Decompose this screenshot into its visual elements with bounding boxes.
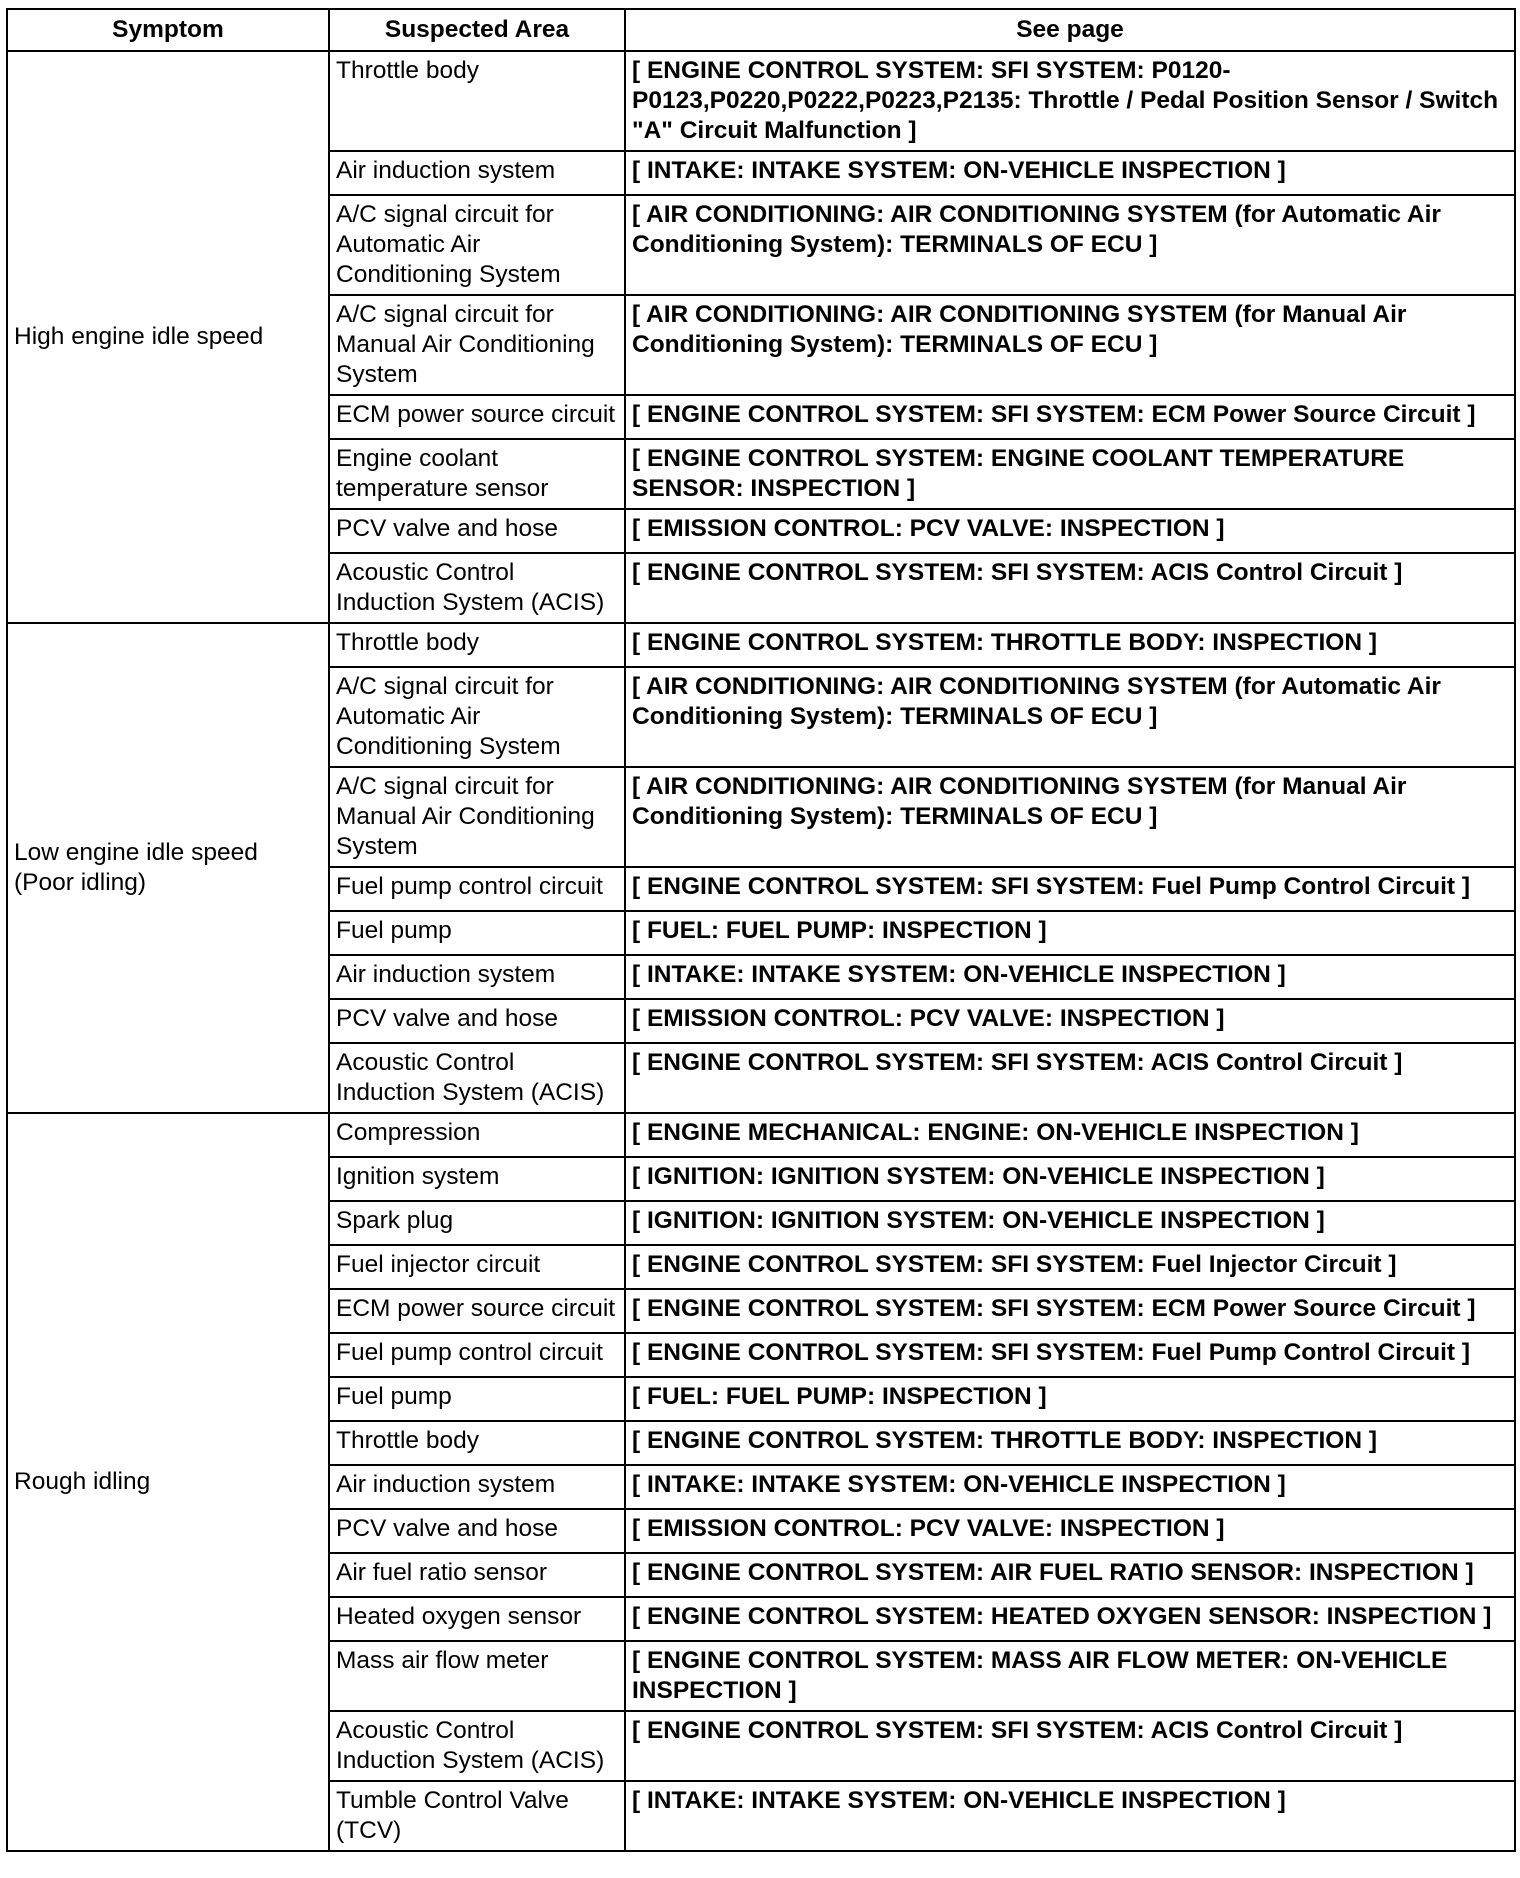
header-symptom: Symptom [7, 9, 329, 51]
see-page-reference: [ ENGINE CONTROL SYSTEM: SFI SYSTEM: Fuel Injector Circuit ] [625, 1245, 1515, 1289]
see-page-reference: [ ENGINE CONTROL SYSTEM: MASS AIR FLOW METER: ON-VEHICLE INSPECTION ] [625, 1641, 1515, 1711]
header-suspected-area: Suspected Area [329, 9, 625, 51]
suspected-area-cell: A/C signal circuit for Manual Air Conditioning System [329, 295, 625, 395]
suspected-area-cell: Mass air flow meter [329, 1641, 625, 1711]
table-row [7, 1113, 1515, 1157]
symptom-cell: Low engine idle speed (Poor idling) [7, 623, 329, 1113]
suspected-area-cell: Throttle body [329, 51, 625, 151]
suspected-area-cell: Throttle body [329, 623, 625, 667]
symptom-cell: Rough idling [7, 1113, 329, 1851]
see-page-reference: [ ENGINE MECHANICAL: ENGINE: ON-VEHICLE INSPECTION ] [625, 1113, 1515, 1157]
see-page-reference: [ ENGINE CONTROL SYSTEM: SFI SYSTEM: Fuel Pump Control Circuit ] [625, 1333, 1515, 1377]
see-page-reference: [ AIR CONDITIONING: AIR CONDITIONING SYSTEM (for Manual Air Conditioning System): TERMINALS OF ECU ] [625, 767, 1515, 867]
suspected-area-cell: Acoustic Control Induction System (ACIS) [329, 1711, 625, 1781]
table-header-row [7, 9, 1515, 51]
table-row [7, 623, 1515, 667]
see-page-reference: [ INTAKE: INTAKE SYSTEM: ON-VEHICLE INSPECTION ] [625, 1781, 1515, 1851]
see-page-reference: [ ENGINE CONTROL SYSTEM: THROTTLE BODY: INSPECTION ] [625, 623, 1515, 667]
see-page-reference: [ EMISSION CONTROL: PCV VALVE: INSPECTION ] [625, 999, 1515, 1043]
header-see-page: See page [625, 9, 1515, 51]
suspected-area-cell: Throttle body [329, 1421, 625, 1465]
suspected-area-cell: PCV valve and hose [329, 1509, 625, 1553]
suspected-area-cell: Fuel pump [329, 1377, 625, 1421]
suspected-area-cell: PCV valve and hose [329, 509, 625, 553]
suspected-area-cell: Fuel pump control circuit [329, 867, 625, 911]
see-page-reference: [ AIR CONDITIONING: AIR CONDITIONING SYSTEM (for Automatic Air Conditioning System): TERMINALS OF ECU ] [625, 667, 1515, 767]
see-page-reference: [ ENGINE CONTROL SYSTEM: AIR FUEL RATIO SENSOR: INSPECTION ] [625, 1553, 1515, 1597]
see-page-reference: [ IGNITION: IGNITION SYSTEM: ON-VEHICLE INSPECTION ] [625, 1201, 1515, 1245]
suspected-area-cell: Acoustic Control Induction System (ACIS) [329, 1043, 625, 1113]
suspected-area-cell: Tumble Control Valve (TCV) [329, 1781, 625, 1851]
suspected-area-cell: Acoustic Control Induction System (ACIS) [329, 553, 625, 623]
suspected-area-cell: Fuel injector circuit [329, 1245, 625, 1289]
see-page-reference: [ INTAKE: INTAKE SYSTEM: ON-VEHICLE INSPECTION ] [625, 1465, 1515, 1509]
problem-symptoms-table [6, 8, 1516, 1852]
suspected-area-cell: A/C signal circuit for Manual Air Conditioning System [329, 767, 625, 867]
suspected-area-cell: Heated oxygen sensor [329, 1597, 625, 1641]
see-page-reference: [ ENGINE CONTROL SYSTEM: SFI SYSTEM: ECM Power Source Circuit ] [625, 1289, 1515, 1333]
see-page-reference: [ FUEL: FUEL PUMP: INSPECTION ] [625, 911, 1515, 955]
see-page-reference: [ ENGINE CONTROL SYSTEM: SFI SYSTEM: P0120-P0123,P0220,P0222,P0223,P2135: Throttle / Pedal Position Sensor / Switch "A" Circuit Malfunction ] [625, 51, 1515, 151]
see-page-reference: [ INTAKE: INTAKE SYSTEM: ON-VEHICLE INSPECTION ] [625, 151, 1515, 195]
suspected-area-cell: Fuel pump [329, 911, 625, 955]
see-page-reference: [ ENGINE CONTROL SYSTEM: THROTTLE BODY: INSPECTION ] [625, 1421, 1515, 1465]
suspected-area-cell: ECM power source circuit [329, 395, 625, 439]
suspected-area-cell: ECM power source circuit [329, 1289, 625, 1333]
suspected-area-cell: Engine coolant temperature sensor [329, 439, 625, 509]
see-page-reference: [ AIR CONDITIONING: AIR CONDITIONING SYSTEM (for Manual Air Conditioning System): TERMINALS OF ECU ] [625, 295, 1515, 395]
table-row [7, 51, 1515, 151]
see-page-reference: [ ENGINE CONTROL SYSTEM: SFI SYSTEM: Fuel Pump Control Circuit ] [625, 867, 1515, 911]
see-page-reference: [ AIR CONDITIONING: AIR CONDITIONING SYSTEM (for Automatic Air Conditioning System): TERMINALS OF ECU ] [625, 195, 1515, 295]
suspected-area-cell: Air fuel ratio sensor [329, 1553, 625, 1597]
see-page-reference: [ EMISSION CONTROL: PCV VALVE: INSPECTION ] [625, 509, 1515, 553]
see-page-reference: [ ENGINE CONTROL SYSTEM: ENGINE COOLANT TEMPERATURE SENSOR: INSPECTION ] [625, 439, 1515, 509]
see-page-reference: [ IGNITION: IGNITION SYSTEM: ON-VEHICLE INSPECTION ] [625, 1157, 1515, 1201]
suspected-area-cell: Air induction system [329, 955, 625, 999]
suspected-area-cell: Ignition system [329, 1157, 625, 1201]
symptom-cell: High engine idle speed [7, 51, 329, 623]
suspected-area-cell: Spark plug [329, 1201, 625, 1245]
see-page-reference: [ FUEL: FUEL PUMP: INSPECTION ] [625, 1377, 1515, 1421]
suspected-area-cell: Air induction system [329, 151, 625, 195]
see-page-reference: [ EMISSION CONTROL: PCV VALVE: INSPECTION ] [625, 1509, 1515, 1553]
suspected-area-cell: A/C signal circuit for Automatic Air Conditioning System [329, 195, 625, 295]
see-page-reference: [ ENGINE CONTROL SYSTEM: HEATED OXYGEN SENSOR: INSPECTION ] [625, 1597, 1515, 1641]
table-body [7, 51, 1515, 1851]
see-page-reference: [ INTAKE: INTAKE SYSTEM: ON-VEHICLE INSPECTION ] [625, 955, 1515, 999]
suspected-area-cell: A/C signal circuit for Automatic Air Conditioning System [329, 667, 625, 767]
see-page-reference: [ ENGINE CONTROL SYSTEM: SFI SYSTEM: ACIS Control Circuit ] [625, 553, 1515, 623]
suspected-area-cell: Compression [329, 1113, 625, 1157]
suspected-area-cell: Fuel pump control circuit [329, 1333, 625, 1377]
see-page-reference: [ ENGINE CONTROL SYSTEM: SFI SYSTEM: ACIS Control Circuit ] [625, 1043, 1515, 1113]
suspected-area-cell: Air induction system [329, 1465, 625, 1509]
suspected-area-cell: PCV valve and hose [329, 999, 625, 1043]
see-page-reference: [ ENGINE CONTROL SYSTEM: SFI SYSTEM: ACIS Control Circuit ] [625, 1711, 1515, 1781]
see-page-reference: [ ENGINE CONTROL SYSTEM: SFI SYSTEM: ECM Power Source Circuit ] [625, 395, 1515, 439]
